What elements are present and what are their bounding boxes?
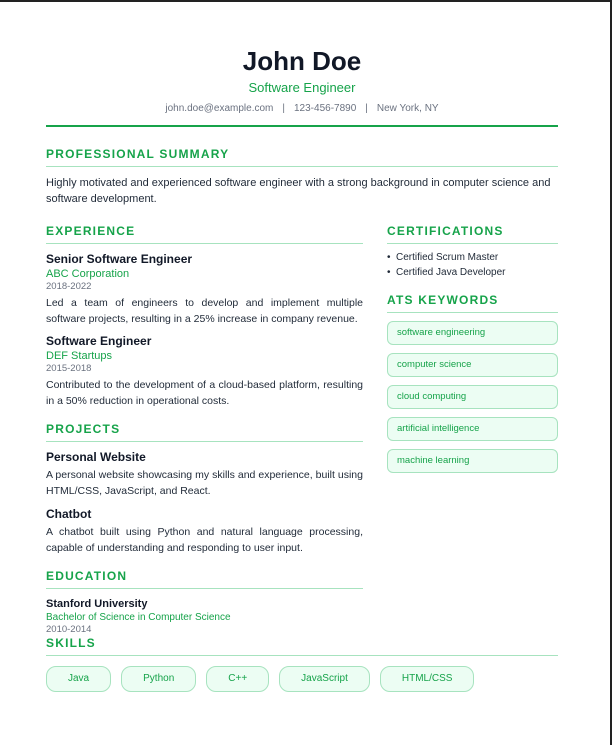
page-top-border	[0, 0, 612, 2]
summary-section	[46, 147, 558, 207]
school-name: Stanford University	[46, 598, 148, 610]
contact-email: john.doe@example.com	[165, 103, 274, 114]
ats-keywords-list	[387, 321, 558, 473]
project-description: A personal website showcasing my skills and experience, built using HTML/CSS, JavaScript, and React.	[46, 469, 363, 497]
skills-list	[46, 666, 558, 692]
contact-line	[46, 103, 558, 114]
contact-location: New York, NY	[376, 103, 439, 114]
experience-item	[46, 334, 363, 409]
skill-chip: JavaScript	[279, 666, 370, 692]
experience-heading: EXPERIENCE	[46, 224, 363, 244]
header-divider	[46, 125, 558, 127]
project-description: A chatbot built using Python and natural language processing, capable of understanding and responding to user input.	[46, 526, 363, 554]
summary-text: Highly motivated and experienced software engineer with a strong background in computer science and software development.	[46, 177, 551, 205]
experience-item	[46, 252, 363, 327]
skills-section	[46, 636, 558, 692]
certification-item: • Certified Java Developer	[387, 265, 558, 280]
candidate-name: John Doe	[242, 46, 362, 76]
ats-keywords-heading: ATS KEYWORDS	[387, 293, 558, 313]
education-item	[46, 597, 363, 636]
job-dates: 2015-2018	[46, 363, 92, 374]
summary-heading: PROFESSIONAL SUMMARY	[46, 147, 558, 167]
company-name: DEF Startups	[46, 350, 113, 362]
education-dates: 2010-2014	[46, 624, 92, 635]
skills-heading: SKILLS	[46, 636, 558, 656]
skill-chip: HTML/CSS	[380, 666, 475, 692]
job-dates: 2018-2022	[46, 281, 92, 292]
keyword-tag: computer science	[387, 353, 558, 377]
project-name: Personal Website	[46, 450, 146, 464]
contact-separator: |	[282, 103, 285, 114]
project-item	[46, 450, 363, 499]
job-description: Contributed to the development of a cloud-based platform, resulting in a 50% reduction in operational costs.	[46, 379, 363, 407]
right-column	[387, 224, 558, 473]
keyword-tag: machine learning	[387, 449, 558, 473]
projects-heading: PROJECTS	[46, 422, 363, 442]
job-description: Led a team of engineers to develop and implement multiple software projects, resulting in a 25% increase in company revenue.	[46, 297, 363, 325]
project-item	[46, 507, 363, 556]
job-title: Senior Software Engineer	[46, 252, 193, 266]
skill-chip: Python	[121, 666, 196, 692]
degree-name: Bachelor of Science in Computer Science	[46, 612, 231, 623]
skill-chip: Java	[46, 666, 111, 692]
contact-separator: |	[365, 103, 368, 114]
certifications-list	[387, 250, 558, 280]
project-name: Chatbot	[46, 507, 92, 521]
certification-item: • Certified Scrum Master	[387, 250, 558, 265]
keyword-tag: artificial intelligence	[387, 417, 558, 441]
contact-phone: 123-456-7890	[294, 103, 357, 114]
keyword-tag: cloud computing	[387, 385, 558, 409]
education-heading: EDUCATION	[46, 569, 363, 589]
skill-chip: C++	[206, 666, 269, 692]
keyword-tag: software engineering	[387, 321, 558, 345]
job-title: Software Engineer	[46, 334, 152, 348]
company-name: ABC Corporation	[46, 268, 130, 280]
candidate-role: Software Engineer	[248, 80, 356, 95]
certifications-heading: CERTIFICATIONS	[387, 224, 558, 244]
left-column	[46, 224, 363, 636]
